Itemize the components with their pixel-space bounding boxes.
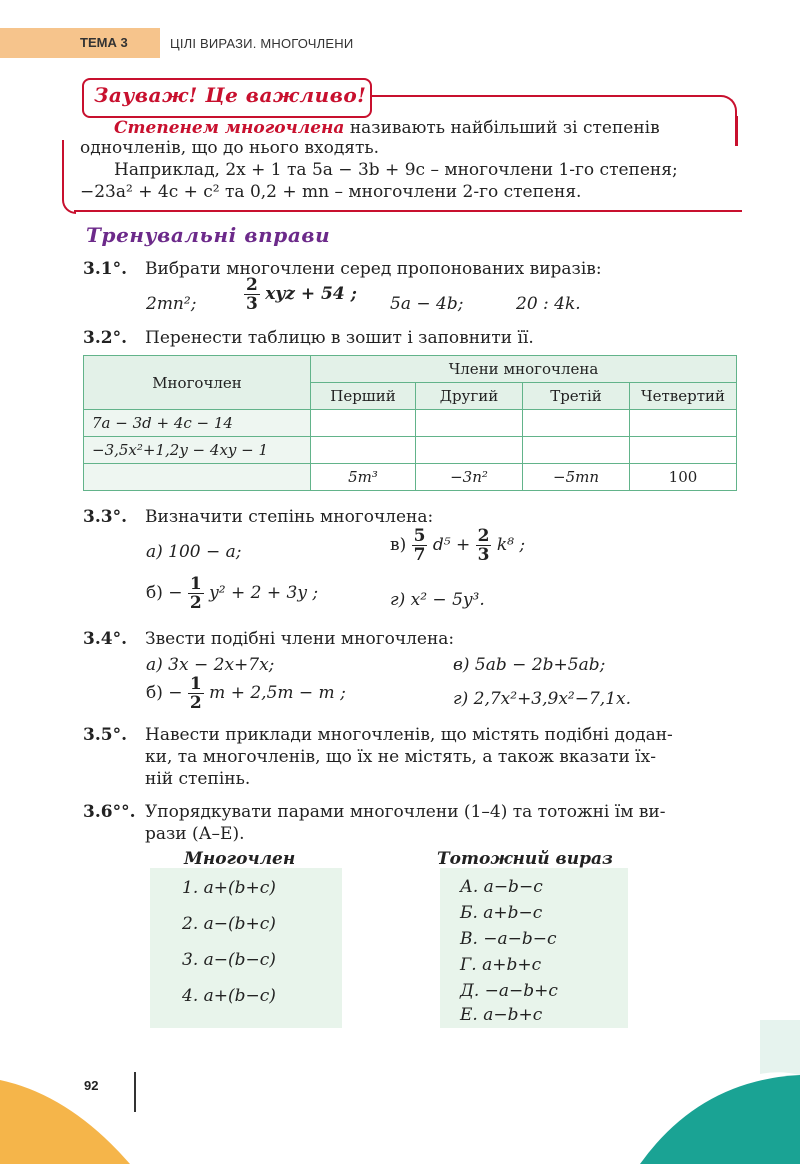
table-row (84, 464, 737, 491)
column-header-identity: Тотожний вираз (437, 849, 613, 869)
table-header: Многочлен (84, 356, 311, 410)
exercise-number: 3.5°. (83, 725, 127, 745)
table-row (84, 437, 737, 464)
table-cell: −5mn (523, 464, 630, 491)
expression-fraction: $\frac{2}{3}$ xyz + 54 ; (246, 275, 357, 314)
list-item: Б. a+b−c (460, 903, 543, 923)
exercise-text: Визначити степінь многочлена: (145, 507, 434, 527)
exercise-text: ки, та многочленів, що їх не містять, а також вказати їх- (145, 747, 656, 767)
item-g: г) 2,7x²+3,9x²−7,1x. (453, 689, 632, 709)
exercise-text: Навести приклади многочленів, що містять подібні додан- (145, 725, 673, 745)
note-frame-left (62, 140, 76, 214)
exercise-text: Перенести таблицю в зошит і заповнити її. (145, 328, 534, 348)
table-cell (523, 437, 630, 464)
list-item: Д. −a−b+c (460, 981, 558, 1001)
corner-decoration (0, 1000, 800, 1164)
table-cell (630, 437, 737, 464)
table-cell (84, 464, 311, 491)
note-frame-top (370, 95, 737, 119)
note-definition-line1 (114, 117, 660, 139)
exercise-text: Вибрати многочлени серед пропонованих виразів: (145, 259, 602, 279)
table-row (84, 410, 737, 437)
table-cell (416, 437, 523, 464)
expression: 2mn²; (146, 294, 197, 314)
note-frame-right (735, 116, 738, 146)
page-number: 92 (84, 1078, 99, 1093)
list-item: 4. a+(b−c) (182, 986, 276, 1006)
expression: 20 : 4k. (516, 294, 581, 314)
table-cell (311, 410, 416, 437)
item-a: а) 3x − 2x+7x; (146, 655, 275, 675)
column-header-polynomial: Многочлен (184, 849, 296, 869)
note-title: Зауваж! Це важливо! (94, 83, 367, 107)
topic-title: ЦІЛІ ВИРАЗИ. МНОГОЧЛЕНИ (170, 36, 354, 51)
exercise-number: 3.6°°. (83, 802, 136, 822)
item-g: г) x² − 5y³. (390, 590, 485, 610)
table-cell: −3n² (416, 464, 523, 491)
table-cell (416, 410, 523, 437)
table-cell: 100 (630, 464, 737, 491)
exercise-number: 3.3°. (83, 507, 127, 527)
list-item: А. a−b−c (460, 877, 543, 897)
note-example-line1: Наприклад, 2x + 1 та 5a − 3b + 9c – многочлени 1-го степеня; (114, 160, 678, 180)
table-header: Четвертий (630, 383, 737, 410)
exercise-number: 3.1°. (83, 259, 127, 279)
table-header: Третій (523, 383, 630, 410)
list-item: Е. a−b+c (460, 1005, 543, 1025)
table-header: Другий (416, 383, 523, 410)
item-a: а) 100 − a; (146, 542, 242, 562)
table-cell: −3,5x²+1,2y − 4xy − 1 (84, 437, 311, 464)
topic-label: ТЕМА 3 (80, 35, 128, 50)
item-v: в) $\frac{5}{7}$ d⁵ + $\frac{2}{3}$ k⁸ ; (390, 526, 526, 565)
page-number-divider (134, 1072, 136, 1112)
note-example-line2: −23a² + 4c + c² та 0,2 + mn – многочлени 2-го степеня. (80, 182, 582, 202)
table-cell: 5m³ (311, 464, 416, 491)
table-header: Перший (311, 383, 416, 410)
list-item: В. −a−b−c (460, 929, 557, 949)
item-v: в) 5ab − 2b+5ab; (453, 655, 606, 675)
exercise-number: 3.4°. (83, 629, 127, 649)
table-cell (630, 410, 737, 437)
item-b: б) − $\frac{1}{2}$ y² + 2 + 3y ; (146, 574, 319, 613)
table-cell (523, 410, 630, 437)
list-item: 2. a−(b+c) (182, 914, 276, 934)
table-cell (311, 437, 416, 464)
exercise-text: Упорядкувати парами многочлени (1–4) та тотожні їм ви- (145, 802, 666, 822)
table-cell: 7a − 3d + 4c − 14 (84, 410, 311, 437)
exercise-text: Звести подібні члени многочлена: (145, 629, 455, 649)
polynomial-table (83, 355, 737, 491)
list-item: 1. a+(b+c) (182, 878, 276, 898)
exercise-text: рази (А–Е). (145, 824, 245, 844)
exercise-number: 3.2°. (83, 328, 127, 348)
table-header: Члени многочлена (311, 356, 737, 383)
note-frame-bottom (74, 210, 742, 212)
list-item: Г. a+b+c (460, 955, 542, 975)
section-title: Тренувальні вправи (86, 223, 331, 247)
item-b: б) − $\frac{1}{2}$ m + 2,5m − m ; (146, 674, 346, 713)
list-item: 3. a−(b−c) (182, 950, 276, 970)
note-def-text: називають найбільший зі степенів (344, 118, 660, 138)
note-definition-line2: одночленів, що до нього входять. (80, 138, 380, 158)
exercise-text: ній степінь. (145, 769, 251, 789)
note-term: Степенем многочлена (114, 118, 345, 138)
expression: 5a − 4b; (390, 294, 464, 314)
